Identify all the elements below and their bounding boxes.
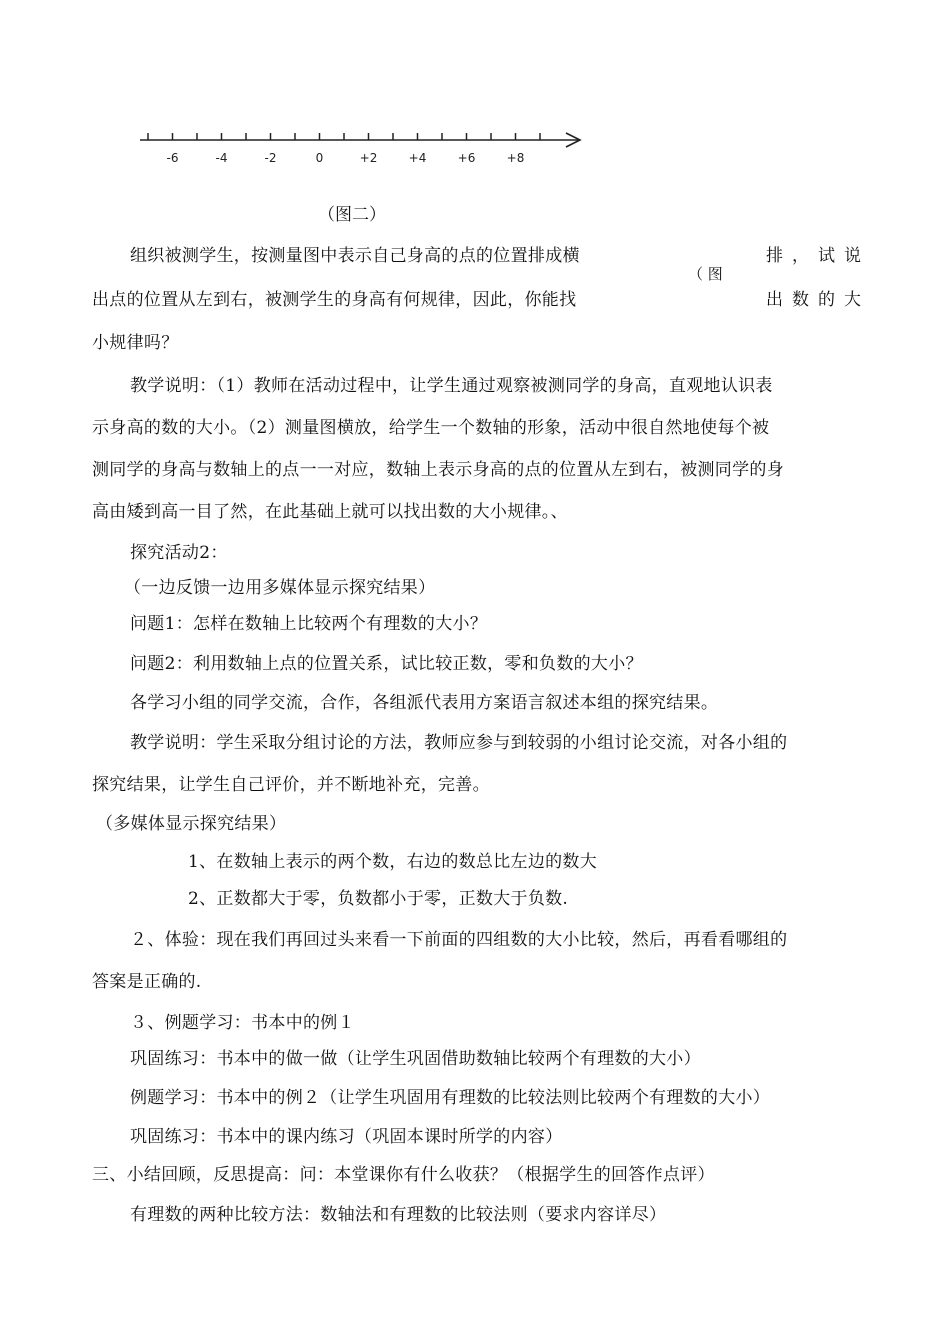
number-line-label: 0 — [315, 151, 324, 165]
para1-line1: 组织被测学生，按测量图中表示自己身高的点的位置排成横 — [130, 246, 580, 266]
example-study1: ３、例题学习：书本中的例１ — [130, 1013, 355, 1033]
figure-caption: （图二） — [318, 205, 386, 225]
number-line-label: -4 — [215, 151, 228, 165]
number-line-label: +6 — [457, 151, 476, 165]
practice1: 巩固练习：书本中的做一做（让学生巩固借助数轴比较两个有理数的大小） — [130, 1049, 701, 1069]
methods: 有理数的两种比较方法：数轴法和有理数的比较法则（要求内容详尽） — [130, 1205, 667, 1225]
number-line-label: +8 — [506, 151, 525, 165]
experience-line2: 答案是正确的. — [92, 972, 202, 992]
para3-line1: 教学说明：学生采取分组讨论的方法，教师应参与到较弱的小组讨论交流，对各小组的 — [130, 733, 788, 753]
para2-line1: 教学说明：（1）教师在活动过程中，让学生通过观察被测同学的身高，直观地认识表 — [130, 376, 773, 396]
para1-line2-right: 出数的大 — [766, 290, 870, 310]
number-line-figure — [130, 118, 600, 178]
number-line-label: -2 — [264, 151, 277, 165]
result2: 2、正数都大于零，负数都小于零，正数大于负数. — [188, 889, 569, 909]
number-line-ticks — [148, 133, 540, 140]
summary: 三、小结回顾，反思提高：问：本堂课你有什么收获？（根据学生的回答作点评） — [92, 1165, 715, 1185]
number-line-label: +4 — [408, 151, 427, 165]
para2-line4: 高由矮到高一目了然，在此基础上就可以找出数的大小规律。、 — [92, 502, 568, 522]
question1: 问题1：怎样在数轴上比较两个有理数的大小？ — [130, 614, 488, 634]
example-study2: 例题学习：书本中的例２（让学生巩固用有理数的比较法则比较两个有理数的大小） — [130, 1088, 771, 1108]
group-exchange: 各学习小组的同学交流，合作，各组派代表用方案语言叙述本组的探究结果。 — [130, 693, 719, 713]
result1: 1、在数轴上表示的两个数，右边的数总比左边的数大 — [188, 852, 598, 872]
question2: 问题2：利用数轴上点的位置关系，试比较正数，零和负数的大小？ — [130, 654, 643, 674]
para2-line2: 示身高的数的大小。（2）测量图横放，给学生一个数轴的形象，活动中很自然地使每个被 — [92, 418, 770, 438]
number-line-label: -6 — [166, 151, 179, 165]
experience-line1: ２、体验：现在我们再回过头来看一下前面的四组数的大小比较，然后，再看看哪组的 — [130, 930, 788, 950]
bracket-fragment: （ 图 — [688, 265, 723, 283]
practice2: 巩固练习：书本中的课内练习（巩固本课时所学的内容） — [130, 1127, 563, 1147]
activity2-heading: 探究活动2： — [130, 543, 228, 563]
feedback-note: （一边反馈一边用多媒体显示探究结果） — [124, 578, 436, 598]
para1-line1-right: 排，试说 — [766, 246, 870, 266]
para1-line2: 出点的位置从左到右，被测学生的身高有何规律，因此，你能找 — [92, 290, 577, 310]
number-line-label: +2 — [359, 151, 378, 165]
multimedia-note: （多媒体显示探究结果） — [96, 814, 287, 834]
number-line-labels — [167, 151, 525, 165]
para3-line2: 探究结果，让学生自己评价，并不断地补充，完善。 — [92, 775, 490, 795]
para2-line3: 测同学的身高与数轴上的点一一对应，数轴上表示身高的点的位置从左到右，被测同学的身 — [92, 460, 784, 480]
para1-line3: 小规律吗？ — [92, 333, 179, 353]
